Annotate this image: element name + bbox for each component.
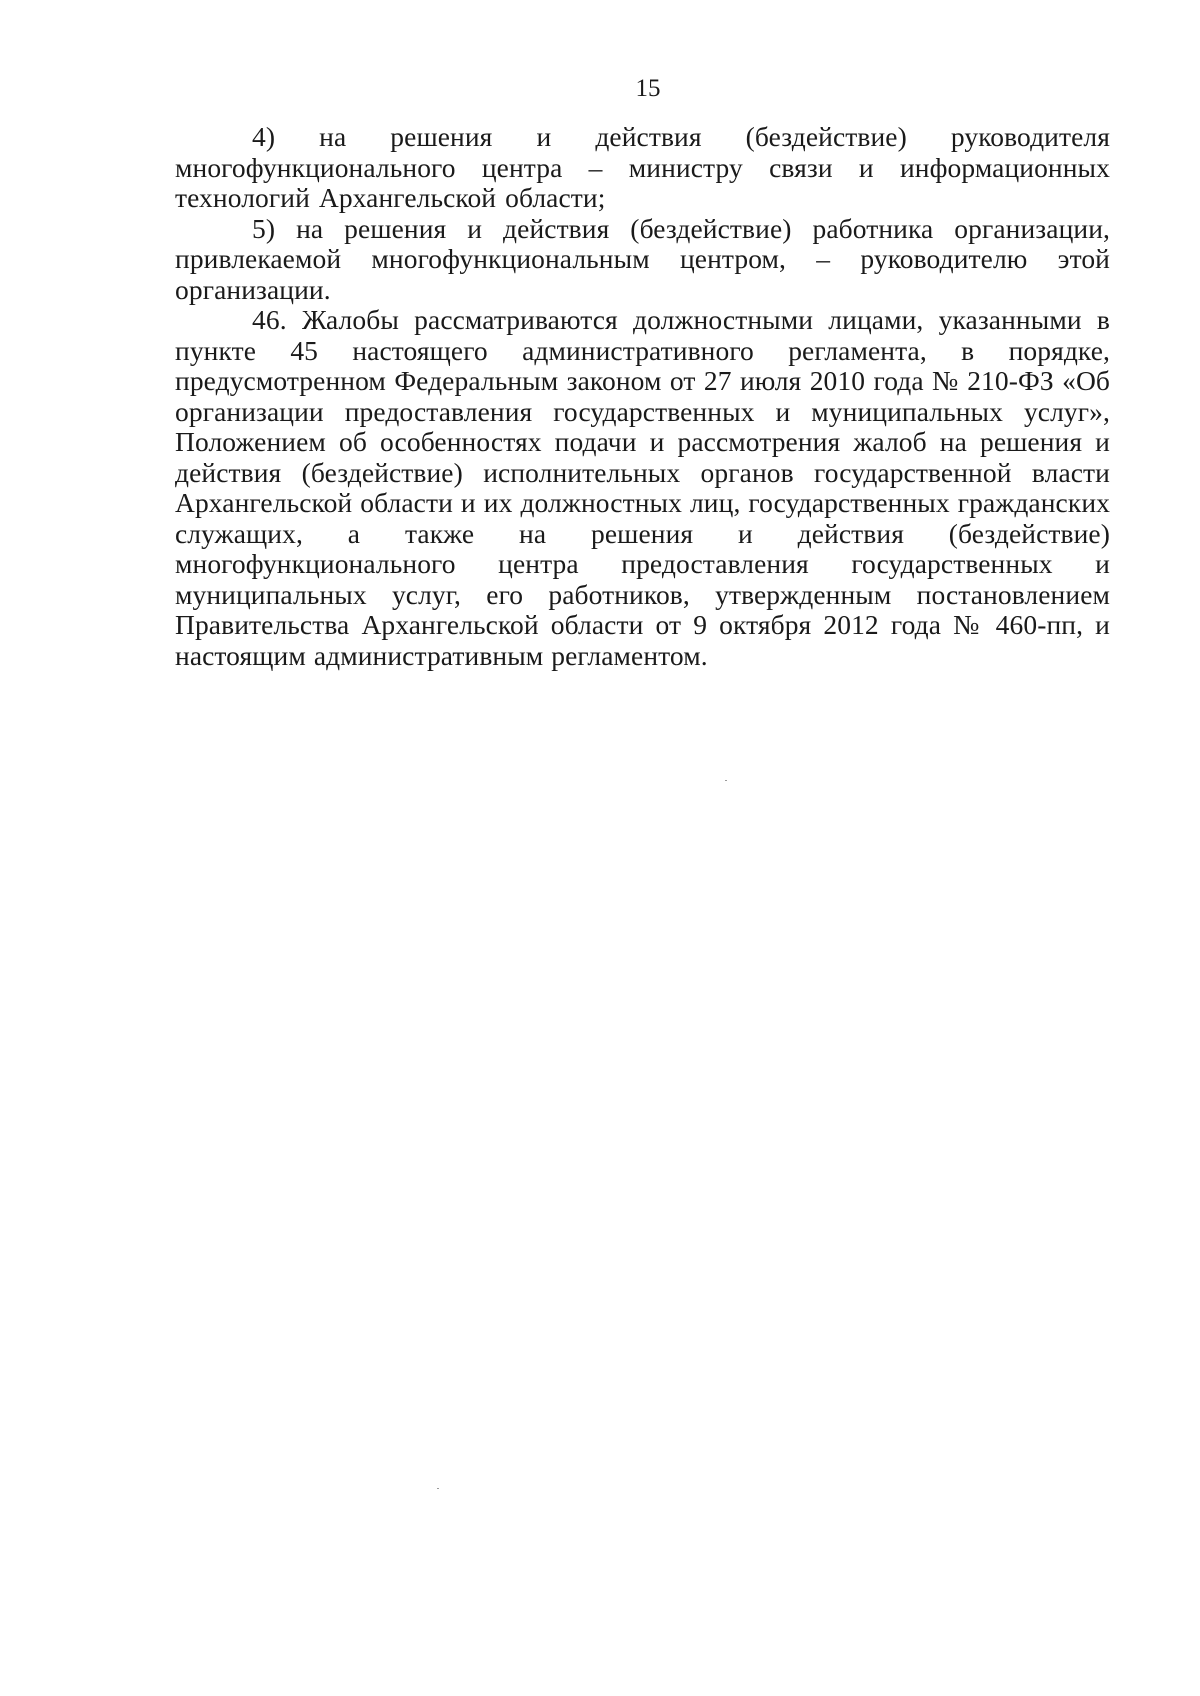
scan-speck (437, 1488, 439, 1489)
scan-speck (725, 780, 727, 781)
paragraph-item-5: 5) на решения и действия (бездействие) работника организации, привлекаемой многофункциональным центром, – руководителю этой организации. (175, 212, 1110, 305)
document-body (175, 122, 1110, 671)
paragraph-46: 46. Жалобы рассматриваются должностными лицами, указанными в пункте 45 настоящего административного регламента, в порядке, предусмотренном Федеральным законом от 27 июля 2010 года № 210-ФЗ «Об организации предоставления государственных и муниципальных услуг», Положением об особенностях подачи и рассмотрения жалоб на решения и действия (бездействие) исполнительных органов государственной власти Архангельской области и их должностных лиц, государственных гражданских служащих, а также на решения и действия (бездействие) многофункционального центра предоставления государственных и муниципальных услуг, его работников, утвержденным постановлением Правительства Архангельской области от 9 октября 2012 года № 460-пп, и настоящим административным регламентом. (175, 304, 1110, 671)
paragraph-item-4: 4) на решения и действия (бездействие) руководителя многофункционального центра – министру связи и информационных технологий Архангельской области; (175, 121, 1110, 213)
page-number: 15 (635, 75, 661, 102)
